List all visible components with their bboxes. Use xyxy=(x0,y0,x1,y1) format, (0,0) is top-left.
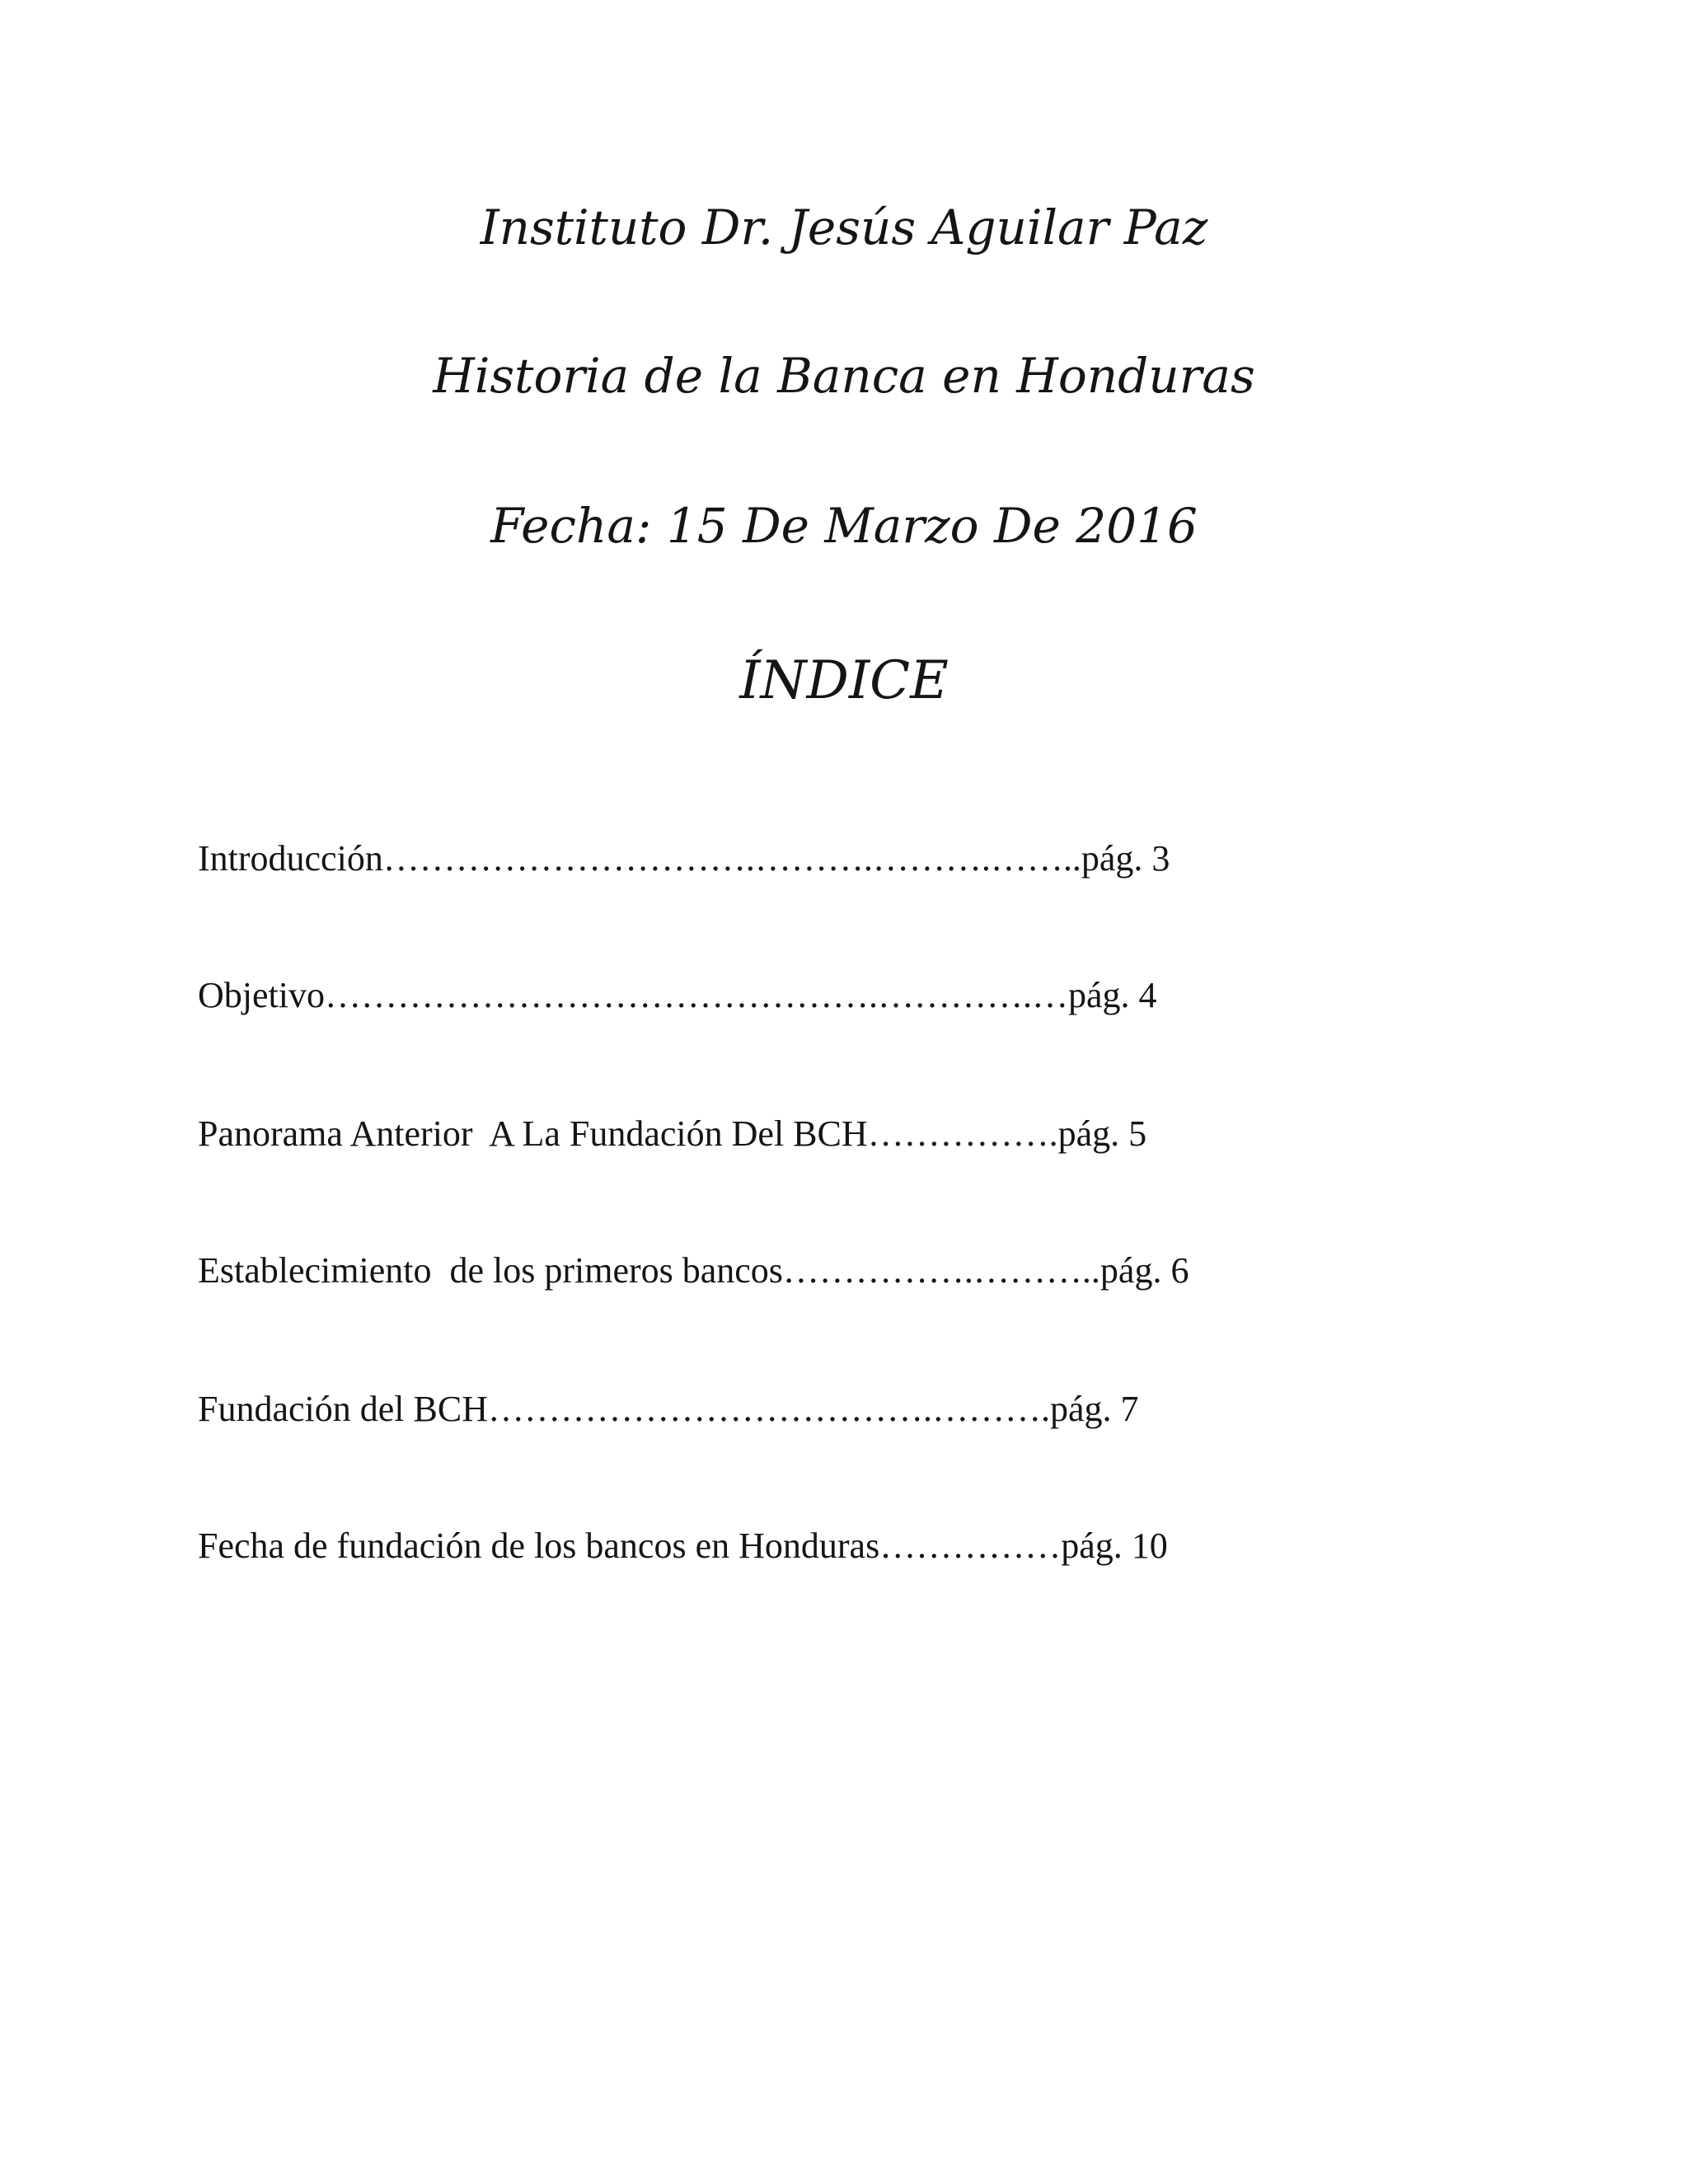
toc-entry-objetivo: Objetivo……………………………………….………….…pág. 4 xyxy=(198,975,1157,1015)
toc-entry-introduccion: Introducción………………………….……….……….……..pág. 3 xyxy=(198,838,1170,879)
document-date: Fecha: 15 De Marzo De 2016 xyxy=(490,498,1198,554)
toc-entry-fecha-fundacion: Fecha de fundación de los bancos en Honduras……………pág. 10 xyxy=(198,1526,1168,1566)
toc-entry-establecimiento: Establecimiento de los primeros bancos…………….………..pág. 6 xyxy=(198,1250,1189,1291)
index-title: ÍNDICE xyxy=(739,650,949,711)
document-subject: Historia de la Banca en Honduras xyxy=(433,348,1255,404)
institute-title: Instituto Dr. Jesús Aguilar Paz xyxy=(480,199,1208,255)
toc-entry-fundacion-bch: Fundación del BCH……………………………….……….pág. 7 xyxy=(198,1389,1139,1429)
toc-entry-panorama: Panorama Anterior A La Fundación Del BCH…………….pág. 5 xyxy=(198,1113,1147,1154)
